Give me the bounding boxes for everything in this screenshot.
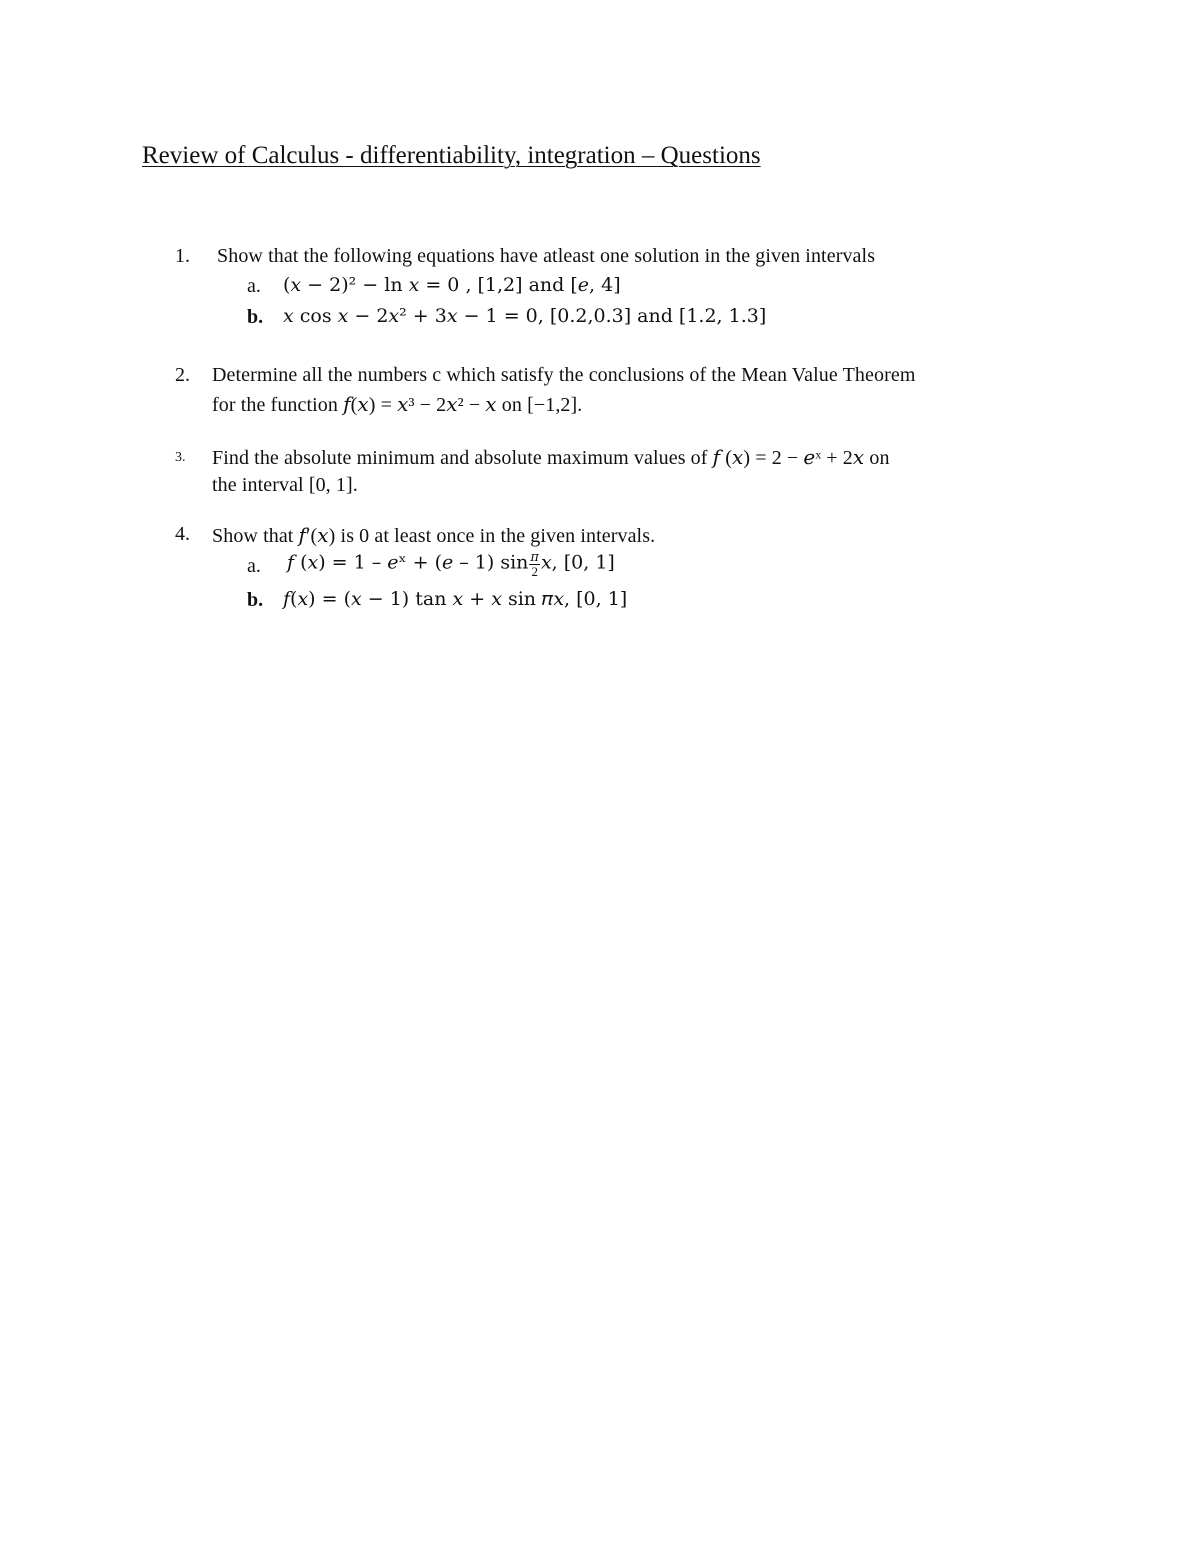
question-3-line-1: Find the absolute minimum and absolute maximum values of 𝑓 (𝑥) = 2 − 𝑒ˣ + 2𝑥 on [212, 447, 890, 469]
question-3-line-2: the interval [0, 1]. [212, 474, 358, 496]
question-4a-text-before: 𝑓 (𝑥) = 1 – 𝑒ˣ + (𝑒 – 1) sin [287, 551, 529, 574]
question-1a-label: a. [247, 275, 261, 297]
question-4b-equation: 𝑓(𝑥) = (𝑥 − 1) tan 𝑥 + 𝑥 sin 𝜋𝑥, [0, 1] [283, 588, 628, 610]
question-4-text: Show that 𝑓′(𝑥) is 0 at least once in the given intervals. [212, 525, 656, 547]
question-4b-label: b. [247, 589, 264, 611]
question-4-number: 4. [175, 523, 190, 545]
page-title: Review of Calculus - differentiability, integration – Questions [142, 142, 761, 169]
question-1-number: 1. [175, 245, 190, 267]
question-4a-label: a. [247, 555, 261, 577]
question-1b-label: b. [247, 306, 264, 328]
question-4a-equation [287, 550, 615, 578]
question-1-text: Show that the following equations have atleast one solution in the given intervals [217, 245, 876, 267]
question-3-number: 3. [175, 450, 186, 465]
question-1b-equation: 𝑥 cos 𝑥 − 2𝑥² + 3𝑥 − 1 = 0, [0.2,0.3] and [1.2, 1.3] [283, 305, 767, 327]
question-2-line-1: Determine all the numbers c which satisfy the conclusions of the Mean Value Theorem [212, 364, 916, 386]
fraction-denominator: 2 [531, 563, 538, 579]
question-2-number: 2. [175, 364, 190, 386]
question-1a-equation: (𝑥 − 2)² − ln 𝑥 = 0 , [1,2] and [𝑒, 4] [283, 274, 621, 296]
question-2-line-2: for the function 𝑓(𝑥) = 𝑥³ − 2𝑥² − 𝑥 on [−1,2]. [212, 394, 583, 416]
pi-over-2-fraction [529, 550, 540, 578]
question-4a-text-after: 𝑥, [0, 1] [540, 551, 615, 574]
fraction-numerator: 𝜋 [530, 549, 539, 564]
